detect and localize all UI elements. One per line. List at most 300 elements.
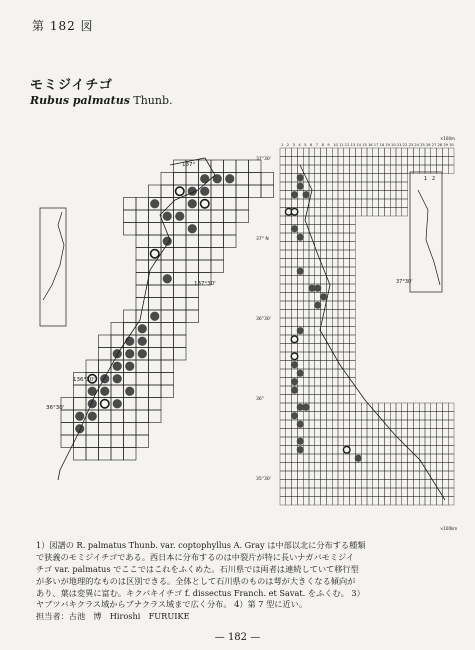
chart-grid-cell: [367, 182, 373, 191]
chart-grid-cell: [402, 420, 408, 429]
chart-grid-cell: [309, 378, 315, 387]
map-grid-cell: [124, 448, 137, 461]
chart-grid-cell: [361, 412, 367, 421]
chart-grid-cell: [355, 157, 361, 166]
chart-grid-cell: [419, 437, 425, 446]
chart-grid-cell: [315, 488, 321, 497]
occurrence-dot: [188, 199, 197, 208]
chart-grid-cell: [326, 301, 332, 310]
map-grid-cell: [149, 260, 162, 273]
chart-grid-cell: [448, 403, 454, 412]
chart-grid-cell: [280, 199, 286, 208]
chart-grid-cell: [332, 165, 338, 174]
chart-grid-cell: [332, 148, 338, 157]
elevation-grid-chart: [256, 136, 457, 531]
chart-grid-cell: [350, 497, 356, 506]
chart-grid-cell: [326, 352, 332, 361]
chart-grid-cell: [321, 446, 327, 455]
chart-grid-cell: [361, 463, 367, 472]
chart-grid-cell: [338, 327, 344, 336]
chart-occurrence-dot: [297, 174, 304, 181]
occurrence-dot: [113, 349, 122, 358]
chart-grid-cell: [350, 480, 356, 489]
chart-grid-cell: [361, 148, 367, 157]
chart-grid-cell: [315, 267, 321, 276]
map-grid-cell: [99, 360, 112, 373]
caption: [36, 540, 456, 623]
occurrence-dot: [138, 337, 147, 346]
column-number-label: 4: [298, 143, 301, 147]
chart-grid-cell: [408, 463, 414, 472]
chart-grid-cell: [286, 395, 292, 404]
chart-grid-cell: [315, 335, 321, 344]
chart-grid-cell: [303, 480, 309, 489]
chart-grid-cell: [361, 199, 367, 208]
chart-grid-cell: [408, 480, 414, 489]
chart-grid-cell: [431, 454, 437, 463]
map-grid-cell: [249, 185, 262, 198]
chart-grid-cell: [309, 301, 315, 310]
occurrence-dot: [88, 412, 97, 421]
chart-grid-cell: [344, 344, 350, 353]
occurrence-dot: [150, 199, 159, 208]
column-number-label: 29: [443, 143, 448, 147]
chart-grid-cell: [442, 471, 448, 480]
chart-grid-cell: [326, 403, 332, 412]
chart-grid-cell: [332, 327, 338, 336]
chart-grid-cell: [332, 216, 338, 225]
chart-grid-cell: [315, 182, 321, 191]
row-coordinate-label: 35°30': [256, 477, 271, 482]
map-grid-cell: [174, 223, 187, 236]
chart-grid-cell: [332, 293, 338, 302]
chart-grid-cell: [437, 157, 443, 166]
chart-grid-cell: [442, 488, 448, 497]
column-number-label: 3: [292, 143, 295, 147]
chart-grid-cell: [286, 386, 292, 395]
chart-grid-cell: [373, 191, 379, 200]
figure-label: 第 182 図: [32, 19, 94, 33]
elevation-profile-line: [300, 165, 445, 500]
column-number-label: 17: [373, 143, 379, 147]
chart-grid-cell: [402, 412, 408, 421]
chart-grid-cell: [413, 412, 419, 421]
chart-grid-cell: [332, 412, 338, 421]
chart-grid-cell: [292, 369, 298, 378]
chart-grid-cell: [309, 318, 315, 327]
chart-grid-cell: [292, 165, 298, 174]
chart-grid-cell: [373, 437, 379, 446]
map-grid-cell: [136, 385, 149, 398]
map-grid-cell: [161, 310, 174, 323]
chart-grid-cell: [332, 420, 338, 429]
chart-grid-cell: [315, 352, 321, 361]
chart-grid-cell: [292, 403, 298, 412]
chart-grid-cell: [315, 463, 321, 472]
map-grid-cell: [211, 235, 224, 248]
chart-grid-cell: [332, 259, 338, 268]
chart-grid-cell: [448, 463, 454, 472]
chart-grid-cell: [338, 293, 344, 302]
chart-grid-cell: [309, 488, 315, 497]
chart-grid-cell: [297, 488, 303, 497]
map-grid-cell: [124, 373, 137, 386]
chart-grid-cell: [292, 497, 298, 506]
map-grid-cell: [61, 423, 74, 436]
chart-grid-cell: [309, 276, 315, 285]
chart-grid-cell: [361, 497, 367, 506]
chart-grid-cell: [448, 420, 454, 429]
chart-grid-cell: [280, 233, 286, 242]
chart-grid-cell: [303, 369, 309, 378]
chart-grid-cell: [303, 276, 309, 285]
chart-grid-cell: [297, 301, 303, 310]
chart-grid-cell: [303, 437, 309, 446]
chart-grid-cell: [448, 412, 454, 421]
chart-grid-cell: [326, 369, 332, 378]
chart-grid-cell: [297, 259, 303, 268]
chart-grid-cell: [332, 191, 338, 200]
chart-grid-cell: [448, 148, 454, 157]
chart-grid-cell: [338, 386, 344, 395]
chart-grid-cell: [344, 284, 350, 293]
map-grid-cell: [199, 235, 212, 248]
chart-grid-cell: [338, 310, 344, 319]
map-grid-cell: [186, 310, 199, 323]
chart-grid-cell: [396, 497, 402, 506]
chart-grid-cell: [373, 199, 379, 208]
chart-grid-cell: [309, 267, 315, 276]
chart-grid-cell: [350, 208, 356, 217]
chart-grid-cell: [413, 403, 419, 412]
chart-grid-cell: [402, 480, 408, 489]
chart-grid-cell: [384, 429, 390, 438]
chart-grid-cell: [315, 361, 321, 370]
chart-grid-cell: [338, 174, 344, 183]
chart-grid-cell: [321, 174, 327, 183]
map-grid-cell: [124, 435, 137, 448]
chart-grid-cell: [280, 471, 286, 480]
chart-grid-cell: [303, 267, 309, 276]
chart-grid-cell: [297, 191, 303, 200]
chart-grid-cell: [379, 174, 385, 183]
map-grid-cell: [136, 423, 149, 436]
chart-grid-cell: [379, 165, 385, 174]
chart-grid-cell: [332, 233, 338, 242]
chart-grid-cell: [315, 378, 321, 387]
chart-grid-cell: [361, 182, 367, 191]
chart-grid-cell: [355, 488, 361, 497]
chart-grid-cell: [379, 446, 385, 455]
map-grid-cell: [161, 348, 174, 361]
map-coordinate-label: 36°30': [46, 405, 65, 411]
chart-grid-cell: [419, 420, 425, 429]
chart-grid-cell: [355, 437, 361, 446]
map-grid-cell: [199, 210, 212, 223]
chart-grid-cell: [408, 454, 414, 463]
map-grid-cell: [211, 210, 224, 223]
column-number-label: 2: [286, 143, 290, 147]
chart-grid-cell: [280, 284, 286, 293]
chart-grid-cell: [286, 233, 292, 242]
column-number-label: 11: [339, 143, 344, 147]
chart-grid-cell: [437, 488, 443, 497]
chart-grid-cell: [280, 327, 286, 336]
chart-grid-cell: [431, 463, 437, 472]
chart-grid-cell: [321, 403, 327, 412]
chart-grid-cell: [413, 437, 419, 446]
chart-grid-cell: [379, 191, 385, 200]
chart-grid-cell: [425, 497, 431, 506]
chart-grid-cell: [280, 310, 286, 319]
map-grid-cell: [186, 210, 199, 223]
chart-grid-cell: [361, 208, 367, 217]
chart-grid-cell: [297, 148, 303, 157]
chart-grid-cell: [315, 233, 321, 242]
chart-grid-cell: [338, 480, 344, 489]
chart-grid-cell: [326, 310, 332, 319]
chart-grid-cell: [355, 480, 361, 489]
chart-grid-cell: [292, 250, 298, 259]
chart-grid-cell: [338, 216, 344, 225]
map-grid-cell: [149, 348, 162, 361]
chart-grid-cell: [448, 446, 454, 455]
chart-grid-cell: [413, 157, 419, 166]
chart-grid-cell: [379, 497, 385, 506]
chart-grid-cell: [396, 148, 402, 157]
chart-grid-cell: [338, 250, 344, 259]
map-grid-cell: [149, 285, 162, 298]
occurrence-dot: [125, 387, 134, 396]
column-number-label: 21: [397, 143, 402, 147]
chart-grid-cell: [361, 454, 367, 463]
chart-grid-cell: [350, 310, 356, 319]
open-occurrence-dot: [151, 250, 159, 258]
map-grid-cell: [161, 335, 174, 348]
chart-grid-cell: [442, 463, 448, 472]
row-coordinate-label: 37° N: [256, 237, 269, 242]
chart-grid-cell: [344, 471, 350, 480]
chart-grid-cell: [332, 361, 338, 370]
chart-grid-cell: [280, 191, 286, 200]
chart-grid-cell: [286, 344, 292, 353]
chart-grid-cell: [332, 301, 338, 310]
map-grid-cell: [211, 198, 224, 211]
chart-grid-cell: [326, 318, 332, 327]
chart-grid-cell: [442, 165, 448, 174]
chart-grid-cell: [408, 471, 414, 480]
chart-grid-cell: [338, 454, 344, 463]
chart-grid-cell: [280, 386, 286, 395]
inset-coordinate-label: 37°30': [396, 279, 413, 285]
chart-grid-cell: [367, 157, 373, 166]
map-grid-cell: [111, 448, 124, 461]
map-grid-cell: [161, 248, 174, 261]
occurrence-dot: [200, 187, 209, 196]
chart-grid-cell: [344, 182, 350, 191]
chart-grid-cell: [344, 386, 350, 395]
chart-grid-cell: [338, 420, 344, 429]
row-coordinate-label: 36°30': [256, 317, 271, 322]
chart-grid-cell: [280, 352, 286, 361]
chart-grid-cell: [326, 267, 332, 276]
map-grid-cell: [211, 223, 224, 236]
column-number-label: 12: [344, 143, 350, 147]
chart-grid-cell: [373, 454, 379, 463]
chart-grid-cell: [448, 497, 454, 506]
column-number-label: 13: [350, 143, 356, 147]
chart-grid-cell: [437, 463, 443, 472]
chart-grid-cell: [413, 446, 419, 455]
chart-grid-cell: [303, 318, 309, 327]
chart-grid-cell: [292, 344, 298, 353]
chart-grid-cell: [303, 233, 309, 242]
chart-grid-cell: [413, 497, 419, 506]
map-grid-cell: [99, 435, 112, 448]
chart-grid-cell: [350, 233, 356, 242]
chart-grid-cell: [326, 327, 332, 336]
chart-grid-cell: [321, 420, 327, 429]
chart-grid-cell: [309, 208, 315, 217]
chart-grid-cell: [367, 420, 373, 429]
chart-grid-cell: [367, 199, 373, 208]
column-number-label: 20: [391, 143, 396, 147]
chart-grid-cell: [355, 497, 361, 506]
map-coordinate-label: 137°30': [194, 281, 216, 287]
chart-grid-cell: [315, 157, 321, 166]
chart-grid-cell: [338, 225, 344, 234]
chart-grid-cell: [321, 208, 327, 217]
chart-grid-cell: [361, 480, 367, 489]
chart-grid-cell: [384, 480, 390, 489]
chart-grid-cell: [361, 165, 367, 174]
chart-grid-cell: [286, 216, 292, 225]
chart-grid-cell: [437, 429, 443, 438]
chart-grid-cell: [384, 412, 390, 421]
chart-grid-cell: [425, 412, 431, 421]
chart-grid-cell: [280, 497, 286, 506]
column-number-label: 9: [327, 143, 330, 147]
column-number-label: 25: [420, 143, 425, 147]
chart-grid-cell: [303, 429, 309, 438]
chart-open-dot: [291, 336, 298, 343]
chart-grid-cell: [338, 208, 344, 217]
map-grid-cell: [261, 173, 274, 186]
chart-grid-cell: [286, 250, 292, 259]
chart-grid-cell: [297, 310, 303, 319]
map-grid-cell: [161, 373, 174, 386]
chart-grid-cell: [396, 471, 402, 480]
map-grid-cell: [236, 210, 249, 223]
chart-grid-cell: [303, 259, 309, 268]
open-occurrence-dot: [201, 200, 209, 208]
chart-grid-cell: [350, 386, 356, 395]
chart-grid-cell: [402, 174, 408, 183]
chart-grid-cell: [303, 293, 309, 302]
map-grid-cell: [136, 435, 149, 448]
chart-grid-cell: [338, 488, 344, 497]
chart-grid-cell: [326, 208, 332, 217]
chart-grid-cell: [373, 497, 379, 506]
map-grid-cell: [174, 273, 187, 286]
chart-grid-cell: [390, 157, 396, 166]
map-grid-cell: [149, 373, 162, 386]
chart-grid-cell: [437, 403, 443, 412]
chart-grid-cell: [292, 454, 298, 463]
chart-grid-cell: [367, 208, 373, 217]
chart-grid-cell: [373, 488, 379, 497]
inset-frame: [40, 208, 66, 326]
chart-grid-cell: [437, 497, 443, 506]
chart-grid-cell: [373, 463, 379, 472]
chart-grid-cell: [425, 454, 431, 463]
chart-grid-cell: [286, 463, 292, 472]
chart-grid-cell: [373, 446, 379, 455]
chart-grid-cell: [355, 420, 361, 429]
chart-grid-cell: [396, 403, 402, 412]
map-grid-cell: [124, 410, 137, 423]
chart-grid-cell: [286, 403, 292, 412]
chart-grid-cell: [344, 259, 350, 268]
chart-grid-cell: [338, 361, 344, 370]
map-grid-cell: [61, 435, 74, 448]
chart-grid-cell: [419, 157, 425, 166]
chart-grid-cell: [384, 463, 390, 472]
chart-grid-cell: [332, 344, 338, 353]
chart-grid-cell: [419, 454, 425, 463]
chart-grid-cell: [326, 454, 332, 463]
chart-grid-cell: [321, 497, 327, 506]
chart-grid-cell: [442, 454, 448, 463]
chart-grid-cell: [344, 463, 350, 472]
map-grid-cell: [99, 448, 112, 461]
chart-grid-cell: [413, 488, 419, 497]
map-grid-cell: [149, 385, 162, 398]
chart-grid-cell: [309, 165, 315, 174]
chart-grid-cell: [361, 174, 367, 183]
chart-grid-cell: [303, 165, 309, 174]
occurrence-dot: [138, 324, 147, 333]
chart-grid-cell: [338, 267, 344, 276]
map-grid-cell: [111, 335, 124, 348]
map-grid-cell: [74, 398, 87, 411]
chart-grid-cell: [338, 242, 344, 251]
inset-figures: [40, 172, 442, 326]
chart-grid-cell: [396, 480, 402, 489]
chart-grid-cell: [286, 199, 292, 208]
chart-grid-cell: [315, 369, 321, 378]
caption-line: 担当者：古池 博 Hiroshi FURUIKE: [36, 611, 190, 622]
chart-grid-cell: [344, 352, 350, 361]
chart-grid-cell: [448, 471, 454, 480]
chart-grid-cell: [350, 259, 356, 268]
chart-grid-cell: [309, 157, 315, 166]
chart-grid-cell: [286, 242, 292, 251]
map-grid-cell: [236, 160, 249, 173]
chart-grid-cell: [321, 327, 327, 336]
chart-grid-cell: [344, 403, 350, 412]
chart-grid-cell: [350, 267, 356, 276]
chart-grid-cell: [315, 437, 321, 446]
chart-grid-cell: [292, 276, 298, 285]
chart-grid-cell: [332, 403, 338, 412]
chart-grid-cell: [338, 301, 344, 310]
chart-grid-cell: [402, 403, 408, 412]
chart-grid-cell: [384, 446, 390, 455]
map-grid-cell: [174, 260, 187, 273]
chart-grid-cell: [280, 242, 286, 251]
chart-grid-cell: [297, 344, 303, 353]
